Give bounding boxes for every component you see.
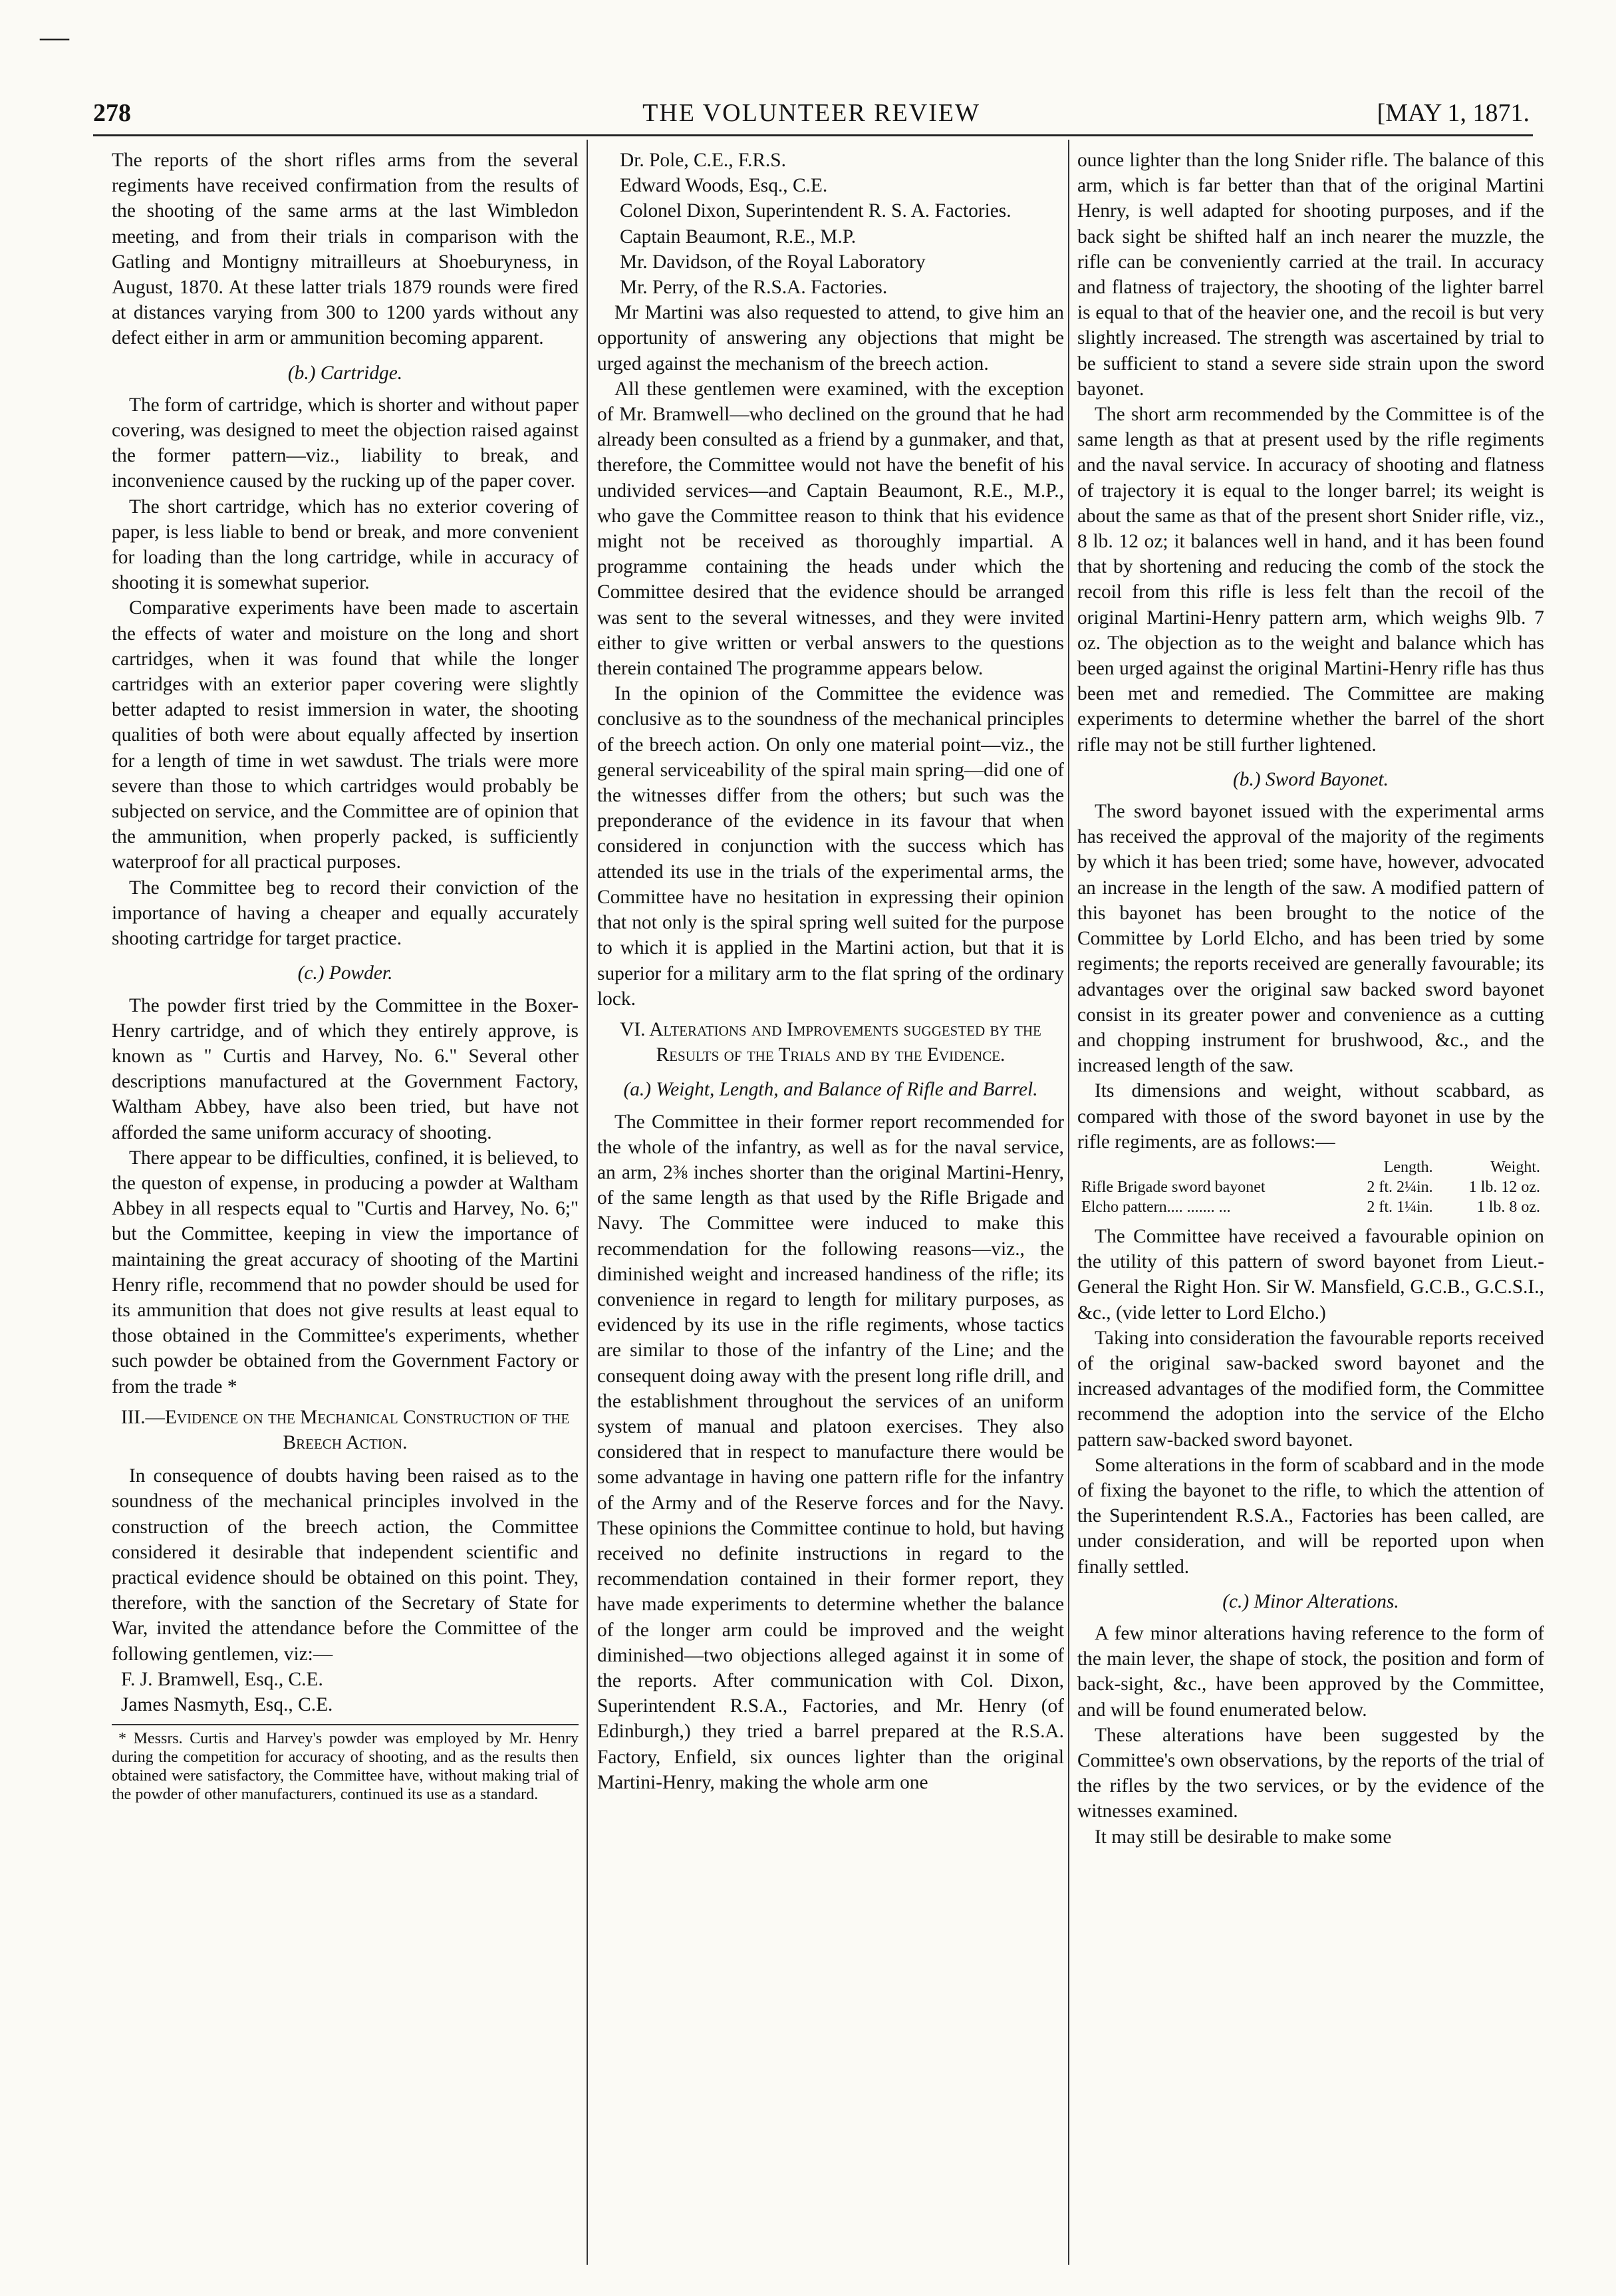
table-header: Weight. <box>1490 1158 1540 1176</box>
paragraph: Some alterations in the form of scabbard and in the mode of fixing the bayonet to the rifle, to which the attention of the Superintendent R.S.A., Factories has been called, are under consideration, and will be reported upon when finally settled. <box>1077 1454 1544 1578</box>
column-2 <box>597 148 1064 2276</box>
section-heading-weight: (a.) Weight, Length, and Balance of Rifle and Barrel. <box>623 1079 1038 1101</box>
table-cell: 1 lb. 12 oz. <box>1468 1178 1540 1196</box>
column-3 <box>1077 148 1544 2276</box>
paragraph: The form of cartridge, which is shorter and without paper covering, was designed to meet the objection raised against the former pattern—viz., liability to break, and inconvenience caused by the rucking up of the paper cover. <box>112 394 579 492</box>
footnote-text: * Messrs. Curtis and Harvey's powder was employed by Mr. Henry during the competition for accuracy of shooting, and as the results then obtained were satisfactory, the Committee have, without making trial of the powder of other manufacturers, continued its use as a standard. <box>112 1730 579 1804</box>
section-heading-powder: (c.) Powder. <box>297 962 393 984</box>
table-cell: Rifle Brigade sword bayonet <box>1081 1178 1266 1196</box>
list-item: Captain Beaumont, R.E., M.P. <box>620 225 857 247</box>
witness-list <box>112 1667 579 1717</box>
paragraph: These alterations have been suggested by the Committee's own observations, by the reports of the trial of the rifles by the two services, or by the evidence of the witnesses examined. <box>1077 1724 1544 1822</box>
table-header-row <box>1077 1157 1544 1177</box>
publication-title: THE VOLUNTEER REVIEW <box>642 99 980 127</box>
list-item: Dr. Pole, C.E., F.R.S. <box>620 150 786 171</box>
list-item: Mr. Davidson, of the Royal Laboratory <box>620 251 926 273</box>
section-heading-evidence: III.—Evidence on the Mechanical Construction of the Breech Action. <box>120 1406 570 1453</box>
list-item: Mr. Perry, of the R.S.A. Factories. <box>620 277 888 299</box>
paragraph: A few minor alterations having reference to the form of the main lever, the shape of stock, the position and form of back-sight, &c., have been approved by the Committee, and will be found enumerated below. <box>1077 1622 1544 1721</box>
paragraph: There appear to be difficulties, confined, it is believed, to the queston of expense, in producing a powder at Waltham Abbey in all respects equal to "Curtis and Harvey, No. 6;" but the Committee, keeping in view the importance of maintaining the great accuracy of shooting of the Martini Henry rifle, recommend that no powder should be used for its ammunition that does not give results at least equal to those obtained in the Committee's experiments, whether such powder be obtained from the Government Factory or from the trade * <box>112 1147 579 1397</box>
column-rule-1 <box>587 140 588 2265</box>
paragraph: All these gentlemen were examined, with the exception of Mr. Bramwell—who declined on the ground that he had already been consulted as a friend by a gunmaker, and that, therefore, the Committee would not have the benefit of his undivided services—and Captain Beaumont, R.E., M.P., who gave the Committee reason to think that his evidence might not be received as thoroughly impartial. A programme containing the heads under which the Committee desired that the evidence should be arranged was sent to the several witnesses, and they were invited either to give written or verbal answers to the questions therein contained The programme appears below. <box>597 378 1064 680</box>
table-cell: Elcho pattern.... ....... ... <box>1081 1198 1231 1216</box>
paragraph: The short cartridge, which has no exterior covering of paper, is less liable to bend or break, and more convenient for loading than the long cartridge, while in accuracy of shooting it is somewhat superior. <box>112 496 579 594</box>
paragraph: The sword bayonet issued with the experimental arms has received the approval of the majority of the regiments by which it has been tried; some have, however, advocated an increase in the length of the saw. A modified pattern of this bayonet has been brought to the notice of the Committee by Lorld Elcho, and has been tried by some regiments; the reports received are generally favourable; its advantages over the original saw backed sword bayonet consist in its greater power and convenience as a cutting and chopping instrument for brushwood, &c., and the increased length of the saw. <box>1077 801 1544 1077</box>
paragraph: The reports of the short rifles arms from the several regiments have received confirmation from the results of the shooting of the same arms at the last Wimbledon meeting, and from their trials in comparison with the Gatling and Montigny mitrailleurs at Shoeburyness, in August, 1870. At these latter trials 1879 rounds were fired at distances varying from 300 to 1200 yards without any defect either in arm or ammunition becoming apparent. <box>112 150 579 349</box>
paragraph: In consequence of doubts having been raised as to the soundness of the mechanical principles involved in the construction of the breech action, the Committee considered it desirable that independent scientific and practical evidence should be obtained on this point. They, therefore, with the sanction of the Secretary of State for War, invited the attendance before the Committee of the following gentlemen, viz:— <box>112 1465 579 1665</box>
paragraph: The Committee in their former report recommended for the whole of the infantry, as well as for the naval service, an arm, 2⅜ inches shorter than the original Martini-Henry, of the same length as that used by the Rifle Brigade and Navy. The Committee were induced to make this recommendation for the following reasons—viz., the diminished weight and increased handiness of the rifle; its convenience in regard to length for military purposes, as evidenced by its use in the rifle regiments, whose tactics are similar to those of the infantry of the Line; and the consequent doing away with the present long rifle drill, and the establishment throughout the services of an uniform system of manual and platoon exercises. They also considered that in respect to manufacture there would be some advantage in having one pattern rifle for the infantry of the Army and of the Reserve forces and for the Navy. These opinions the Committee continue to hold, but having received no definite instructions in regard to the recommendation contained in their former report, they have made experiments to determine whether the balance of the longer arm could be improved and the weight diminished—two objections alleged against it in some of the reports. After communication with Col. Dixon, Superintendent R.S.A., Factories, and Mr. Henry (of Edinburgh,) they tried a barrel prepared at the R.S.A. Factory, Enfield, six ounces lighter than the original Martini-Henry, making the whole arm one <box>597 1111 1064 1793</box>
section-heading-alterations: VI. Alterations and Improvements suggested by the Results of the Trials and by the Evidence. <box>620 1018 1041 1066</box>
section-heading-cartridge: (b.) Cartridge. <box>287 362 403 384</box>
witness-list-continued <box>597 148 1064 300</box>
paragraph: The powder first tried by the Committee in the Boxer-Henry cartridge, and of which they entirely approve, is known as " Curtis and Harvey, No. 6." Several other descriptions manufactured at the Government Factory, Waltham Abbey, have also been tried, but have not afforded the same uniform accuracy of shooting. <box>112 994 579 1143</box>
list-item: James Nasmyth, Esq., C.E. <box>121 1693 333 1715</box>
page-header <box>93 98 1530 145</box>
paragraph: Its dimensions and weight, without scabbard, as compared with those of the sword bayonet in use by the rifle regiments, are as follows:— <box>1077 1080 1544 1153</box>
table-cell: 1 lb. 8 oz. <box>1476 1198 1540 1216</box>
list-item: Colonel Dixon, Superintendent R. S. A. Factories. <box>620 200 1011 222</box>
paragraph: Mr Martini was also requested to attend, to give him an opportunity of answering any objections that might be urged against the mechanism of the breech action. <box>597 302 1064 374</box>
table-header: Length. <box>1383 1158 1433 1176</box>
table-row <box>1077 1177 1544 1197</box>
paragraph: The Committee beg to record their conviction of the importance of having a cheaper and equally accurately shooting cartridge for target practice. <box>112 877 579 950</box>
paragraph: The short arm recommended by the Committee is of the same length as that at present used by the rifle regiments and the naval service. In accuracy of shooting and flatness of trajectory it is equal to the longer barrel; its weight is about the same as that of the present short Snider rifle, viz., 8 lb. 12 oz; it balances well in hand, and it has been found that by shortening and reducing the comb of the stock the recoil from this rifle is less felt than the recoil of the original Martini-Henry pattern arm, which weighs 9lb. 7 oz. The objection as to the weight and balance which has been urged against the original Martini-Henry rifle has thus been met and remedied. The Committee are making experiments to determine whether the barrel of the short rifle may not be still further lightened. <box>1077 404 1544 756</box>
paragraph: In the opinion of the Committee the evidence was conclusive as to the soundness of the mechanical principles of the breech action. On only one material point—viz., the general serviceability of the spiral main spring—did one of the witnesses differ from the others; but such was the preponderance of the evidence in its favour that when considered in conjunction with the success which has attended its use in the trials of the experimental arms, the Committee have no hesitation in expressing their opinion that not only is the spiral spring well suited for the purpose to which it is applied in the Martini action, but that it is superior for a military arm to the flat spring of the ordinary lock. <box>597 683 1064 1010</box>
margin-mark: — <box>40 21 69 53</box>
bayonet-table <box>1077 1157 1544 1217</box>
paragraph: ounce lighter than the long Snider rifle. The balance of this arm, which is far better than that of the original Martini Henry, is well adapted for shooting purposes, and if the back sight be shifted half an inch nearer the muzzle, the rifle can be conveniently carried at the trail. In accuracy and flatness of trajectory, the shooting of the lighter barrel is equal to that of the heavier one, and the recoil is but very slightly increased. The strength was ascertained by trial to be sufficient to stand a severe side strain upon the sword bayonet. <box>1077 150 1544 400</box>
column-1 <box>112 148 579 2276</box>
list-item: Edward Woods, Esq., C.E. <box>620 175 828 197</box>
paragraph: Comparative experiments have been made to ascertain the effects of water and moisture on the long and short cartridges, when it was found that while the longer cartridges with an exterior paper covering were slightly better adapted to resist immersion in water, the shooting qualities of both were about equally affected by insertion for a length of time in wet sawdust. The trials were more severe than those to which cartridges would probably be subjected on service, and the Committee are of opinion that the ammunition, when properly packed, is sufficiently waterproof for all practical purposes. <box>112 597 579 873</box>
footnote <box>112 1724 579 1804</box>
paragraph: It may still be desirable to make some <box>1095 1826 1392 1848</box>
paragraph: Taking into consideration the favourable reports received of the original saw-backed sword bayonet and the increased advantages of the modified form, the Committee recommend the adoption into the service of the Elcho pattern saw-backed sword bayonet. <box>1077 1327 1544 1451</box>
paragraph: The Committee have received a favourable opinion on the utility of this pattern of sword bayonet from Lieut.-General the Right Hon. Sir W. Mansfield, G.C.B., G.C.S.I., &c., (vide letter to Lord Elcho.) <box>1077 1225 1544 1324</box>
table-cell: 2 ft. 2¼in. <box>1367 1178 1433 1196</box>
section-heading-sword-bayonet: (b.) Sword Bayonet. <box>1233 768 1389 790</box>
column-rule-2 <box>1068 140 1069 2265</box>
page-number: 278 <box>93 99 131 127</box>
header-rule <box>93 134 1533 136</box>
table-cell: 2 ft. 1¼in. <box>1367 1198 1433 1216</box>
table-row <box>1077 1197 1544 1217</box>
section-heading-minor: (c.) Minor Alterations. <box>1222 1590 1399 1612</box>
issue-date: [MAY 1, 1871. <box>1377 99 1530 127</box>
list-item: F. J. Bramwell, Esq., C.E. <box>121 1668 323 1690</box>
